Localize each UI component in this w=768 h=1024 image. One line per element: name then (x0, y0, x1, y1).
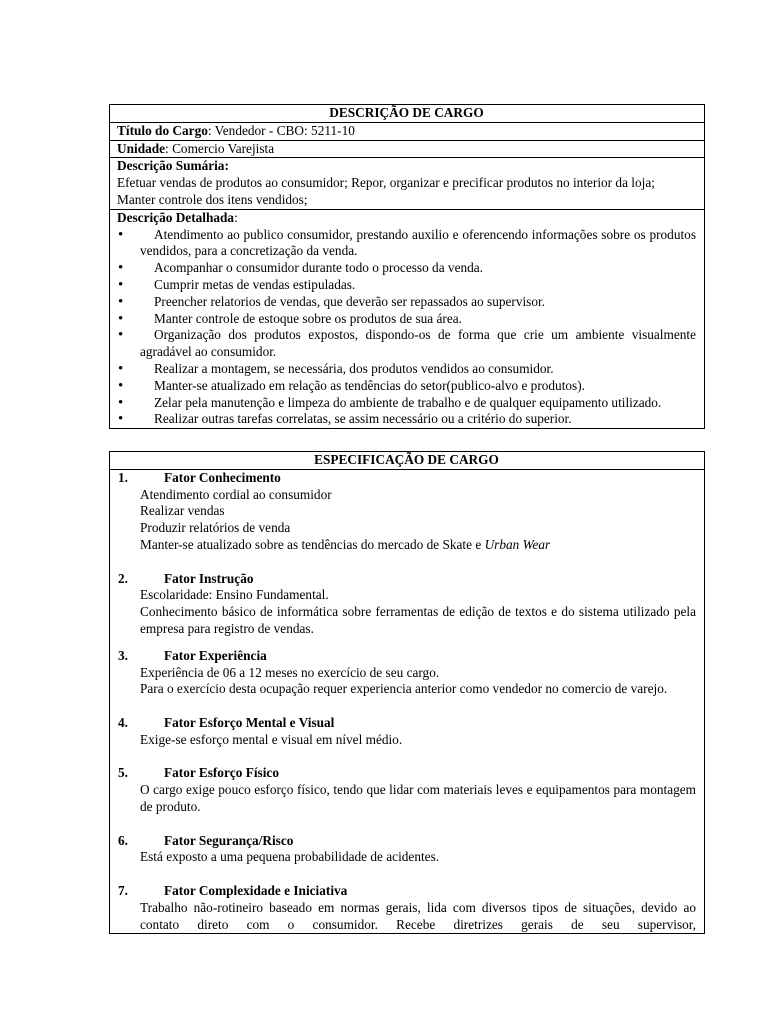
detalhada-item: • Realizar outras tarefas correlatas, se assim necessário ou a critério do superior. (117, 411, 696, 428)
fator-title: Fator Esforço Físico (164, 765, 279, 781)
titulo-label: Título do Cargo (117, 122, 208, 138)
fator-line: Realizar vendas (140, 503, 225, 519)
fator-title: Fator Conhecimento (164, 469, 281, 485)
fator-esforco-fisico (117, 765, 696, 815)
fator-number: 2. (118, 570, 128, 586)
fator-experiencia (117, 648, 696, 698)
fator-line: O cargo exige pouco esforço físico, tendo que lidar com materiais leves e equipamentos para montagem de produto. (140, 782, 696, 814)
descricao-header: DESCRIÇÃO DE CARGO (110, 105, 705, 123)
detalhada-label: Descrição Detalhada (117, 209, 235, 225)
fator-complexidade (117, 883, 696, 933)
detalhada-item: • Atendimento ao publico consumidor, prestando auxilio e oferencendo informações sobre os produtos vendidos, para a concretização da venda. (117, 227, 696, 261)
titulo-value: : Vendedor - CBO: 5211-10 (207, 122, 355, 138)
fator-line: Exige-se esforço mental e visual em nível médio. (140, 731, 403, 747)
detalhada-item: • Preencher relatorios de vendas, que deverão ser repassados ao supervisor. (117, 294, 696, 311)
fator-line: Escolaridade: Ensino Fundamental. (140, 587, 329, 603)
titulo-row (110, 122, 705, 140)
fator-number: 6. (118, 832, 128, 848)
detalhada-item: • Organização dos produtos expostos, dispondo-os de forma que crie um ambiente visualmente agradável ao consumidor. (117, 327, 696, 361)
fatores-cell (110, 469, 705, 934)
fator-conhecimento (117, 470, 696, 554)
sumaria-row (110, 158, 705, 209)
fator-title: Fator Instrução (164, 570, 254, 586)
fator-number: 7. (118, 882, 128, 898)
fator-title: Fator Experiência (164, 647, 267, 663)
detalhada-colon: : (234, 209, 238, 225)
especificacao-table (109, 451, 705, 934)
fatores-list (117, 470, 696, 934)
detalhada-item: • Realizar a montagem, se necessária, dos produtos vendidos ao consumidor. (117, 361, 696, 378)
fator-number: 3. (118, 647, 128, 663)
fator-title: Fator Esforço Mental e Visual (164, 714, 335, 730)
detalhada-list (117, 227, 696, 429)
fator-esforco-mental (117, 715, 696, 749)
unidade-row (110, 140, 705, 158)
fator-number: 4. (118, 714, 128, 730)
descricao-table (109, 104, 705, 429)
fator-instrucao (117, 571, 696, 638)
fator-number: 1. (118, 469, 128, 485)
fator-line: Trabalho não-rotineiro baseado em normas gerais, lida com diversos tipos de situações, devido ao contato direto com o consumidor. Recebe diretrizes gerais de seu supervisor, (140, 899, 696, 932)
sumaria-label: Descrição Sumária: (117, 158, 229, 174)
detalhada-item: • Cumprir metas de vendas estipuladas. (117, 277, 696, 294)
fator-line: Conhecimento básico de informática sobre ferramentas de edição de textos e do sistema utilizado pela empresa para registro de vendas. (140, 604, 696, 636)
sumaria-text: Efetuar vendas de produtos ao consumidor; Repor, organizar e precificar produtos no interior da loja; Manter controle dos itens vendidos; (117, 175, 655, 207)
detalhada-item: • Zelar pela manutenção e limpeza do ambiente de trabalho e de qualquer equipamento utilizado. (117, 395, 696, 412)
unidade-label: Unidade (117, 140, 166, 156)
detalhada-item: • Manter-se atualizado em relação as tendências do setor(publico-alvo e produtos). (117, 378, 696, 395)
detalhada-item: • Acompanhar o consumidor durante todo o processo da venda. (117, 260, 696, 277)
fator-seguranca (117, 833, 696, 867)
fator-line: Produzir relatórios de venda (140, 520, 291, 536)
detalhada-item: • Manter controle de estoque sobre os produtos de sua área. (117, 311, 696, 328)
fator-line: Manter-se atualizado sobre as tendências do mercado de Skate e Urban Wear (140, 536, 551, 552)
fator-title: Fator Segurança/Risco (164, 832, 294, 848)
fator-number: 5. (118, 765, 128, 781)
especificacao-header: ESPECIFICAÇÃO DE CARGO (110, 452, 705, 470)
fator-line: Atendimento cordial ao consumidor (140, 486, 332, 502)
fator-line: Está exposto a uma pequena probabilidade de acidentes. (140, 849, 440, 865)
fator-line: Para o exercício desta ocupação requer experiencia anterior como vendedor no comercio de varejo. (140, 681, 668, 697)
fator-line: Experiência de 06 a 12 meses no exercício de seu cargo. (140, 664, 440, 680)
unidade-value: : Comercio Varejista (165, 140, 275, 156)
fator-title: Fator Complexidade e Iniciativa (164, 882, 348, 898)
detalhada-row (110, 209, 705, 428)
